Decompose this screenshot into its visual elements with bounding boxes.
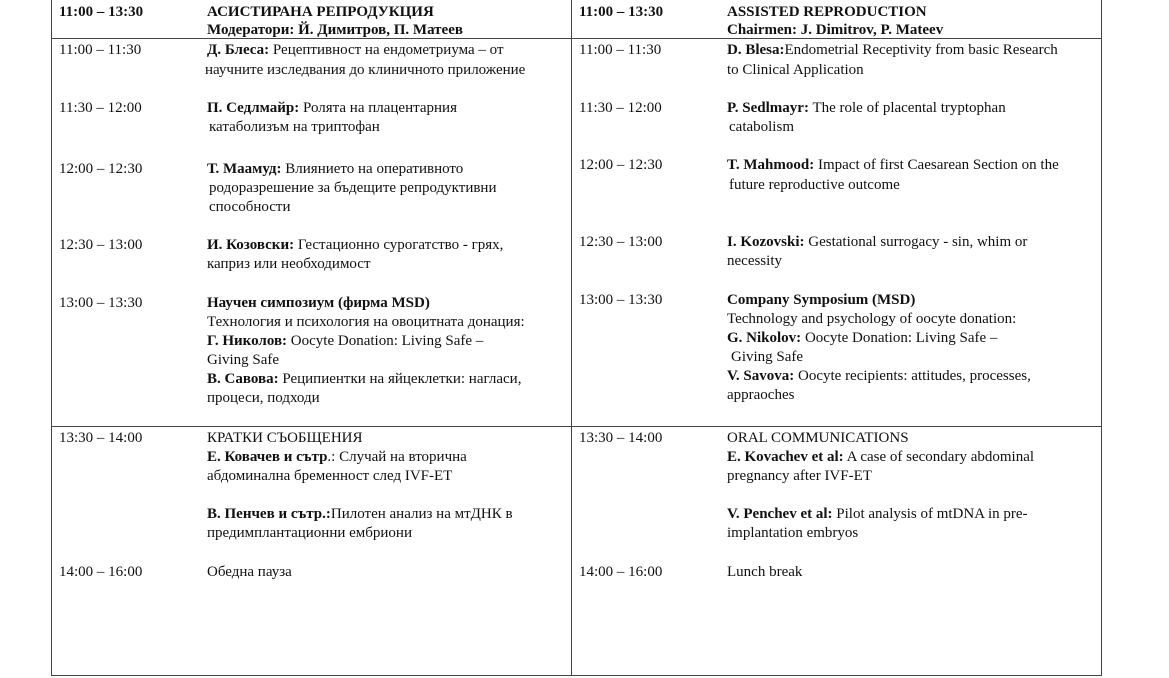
- talk-time: 11:30 – 12:00: [579, 100, 662, 116]
- talk-time: 12:00 – 12:30: [579, 157, 663, 173]
- oral-time: 13:30 – 14:00: [579, 430, 663, 446]
- session-title: АСИСТИРАНА РЕПРОДУКЦИЯ: [207, 4, 434, 20]
- speaker-name: П. Седлмайр:: [207, 100, 300, 116]
- talk-title-line: научните изследвания до клиничното приложение: [205, 62, 526, 78]
- symposium-talk: V. Savova: Oocyte recipients: attitudes, processes,: [727, 368, 1031, 384]
- session-time: 11:00 – 13:30: [59, 4, 144, 20]
- symposium-title: Научен симпозиум (фирма MSD): [207, 295, 430, 311]
- oral-talk-line: абдоминална бременност след IVF-ET: [207, 468, 453, 484]
- speaker-name: И. Козовски:: [207, 237, 295, 253]
- oral-talk: V. Penchev et al: Pilot analysis of mtDNA in pre-: [727, 506, 1028, 522]
- talk-title: Д. Блеса: Рецептивност на ендометриума – от: [207, 42, 504, 58]
- speaker-name: V. Penchev et al:: [727, 506, 833, 522]
- talk-title: Т. Маамуд: Влиянието на оперативното: [207, 161, 464, 177]
- speaker-name: В. Савова:: [207, 371, 279, 387]
- oral-talk: E. Kovachev et al: A case of secondary abdominal: [727, 449, 1035, 465]
- talk-title-line: necessity: [727, 253, 782, 269]
- speaker-name: T. Mahmood:: [727, 157, 815, 173]
- talk-title-line: to Clinical Application: [727, 62, 864, 78]
- speaker-name: В. Пенчев и сътр.:: [207, 506, 331, 522]
- session-title: ASSISTED REPRODUCTION: [727, 4, 927, 20]
- oral-talk: В. Пенчев и сътр.:Пилотен анализ на мтДНК в: [207, 506, 513, 522]
- symposium-talk: G. Nikolov: Oocyte Donation: Living Safe –: [727, 330, 998, 346]
- talk-title: I. Kozovski: Gestational surrogacy - sin, whim or: [727, 234, 1028, 250]
- symposium-talk: Г. Николов: Oocyte Donation: Living Safe –: [207, 333, 484, 349]
- talk-title-line: future reproductive outcome: [729, 177, 900, 193]
- oral-talk-line: pregnancy after IVF-ET: [727, 468, 872, 484]
- talk-title-line: catabolism: [729, 119, 794, 135]
- session-chairs: Chairmen: J. Dimitrov, P. Mateev: [727, 22, 944, 38]
- speaker-name: D. Blesa:: [727, 42, 785, 58]
- talk-title: T. Mahmood: Impact of first Caesarean Section on the: [727, 157, 1059, 173]
- symposium-time: 13:00 – 13:30: [59, 295, 143, 311]
- speaker-name: Г. Николов:: [207, 333, 288, 349]
- lunch-label: Обедна пауза: [207, 564, 292, 580]
- talk-time: 12:30 – 13:00: [579, 234, 663, 250]
- talk-title-line: каприз или необходимост: [207, 256, 371, 272]
- talk-time: 11:00 – 11:30: [59, 42, 142, 58]
- talk-title-line: родоразрешение за бъдещите репродуктивни: [209, 180, 497, 196]
- symposium-subtitle: Technology and psychology of oocyte donation:: [727, 311, 1017, 327]
- talk-time: 11:30 – 12:00: [59, 100, 142, 116]
- oral-title: КРАТКИ СЪОБЩЕНИЯ: [207, 430, 363, 446]
- talk-time: 11:00 – 11:30: [579, 42, 662, 58]
- speaker-name: V. Savova:: [727, 368, 795, 384]
- lunch-label: Lunch break: [727, 564, 803, 580]
- speaker-name: Е. Ковачев и сътр: [207, 449, 328, 465]
- symposium-title: Company Symposium (MSD): [727, 292, 916, 308]
- session-chairs: Модератори: Й. Димитров, П. Матеев: [207, 22, 463, 38]
- speaker-name: Д. Блеса:: [207, 42, 270, 58]
- talk-title: P. Sedlmayr: The role of placental tryptophan: [727, 100, 1006, 116]
- symposium-talk-line: Giving Safe: [731, 349, 804, 365]
- talk-time: 12:30 – 13:00: [59, 237, 143, 253]
- symposium-talk-line: Giving Safe: [207, 352, 280, 368]
- talk-title-line: катаболизъм на триптофан: [209, 119, 380, 135]
- talk-title: D. Blesa:Endometrial Receptivity from basic Research: [727, 42, 1058, 58]
- column-divider: [571, 0, 572, 676]
- talk-title: И. Козовски: Гестационно сурогатство - грях,: [207, 237, 504, 253]
- symposium-talk-line: процеси, подходи: [207, 390, 320, 406]
- symposium-subtitle: Технология и психология на овоцитната донация:: [207, 314, 525, 330]
- lunch-time: 14:00 – 16:00: [59, 564, 143, 580]
- section-divider: [51, 426, 1102, 427]
- lunch-time: 14:00 – 16:00: [579, 564, 663, 580]
- oral-talk-line: implantation embryos: [727, 525, 859, 541]
- speaker-name: P. Sedlmayr:: [727, 100, 809, 116]
- symposium-talk-line: appraoches: [727, 387, 795, 403]
- talk-time: 12:00 – 12:30: [59, 161, 143, 177]
- talk-title: П. Седлмайр: Ролята на плацентарния: [207, 100, 457, 116]
- speaker-name: Т. Маамуд:: [207, 161, 282, 177]
- oral-title: ORAL COMMUNICATIONS: [727, 430, 909, 446]
- oral-talk-line: предимплантационни ембриони: [207, 525, 412, 541]
- speaker-name: E. Kovachev et al:: [727, 449, 844, 465]
- symposium-talk: В. Савова: Реципиентки на яйцеклетки: нагласи,: [207, 371, 522, 387]
- oral-time: 13:30 – 14:00: [59, 430, 143, 446]
- talk-title-line: способности: [209, 199, 291, 215]
- speaker-name: G. Nikolov:: [727, 330, 802, 346]
- session-time: 11:00 – 13:30: [579, 4, 664, 20]
- speaker-name: I. Kozovski:: [727, 234, 805, 250]
- symposium-time: 13:00 – 13:30: [579, 292, 663, 308]
- oral-talk: Е. Ковачев и сътр.: Случай на вторична: [207, 449, 467, 465]
